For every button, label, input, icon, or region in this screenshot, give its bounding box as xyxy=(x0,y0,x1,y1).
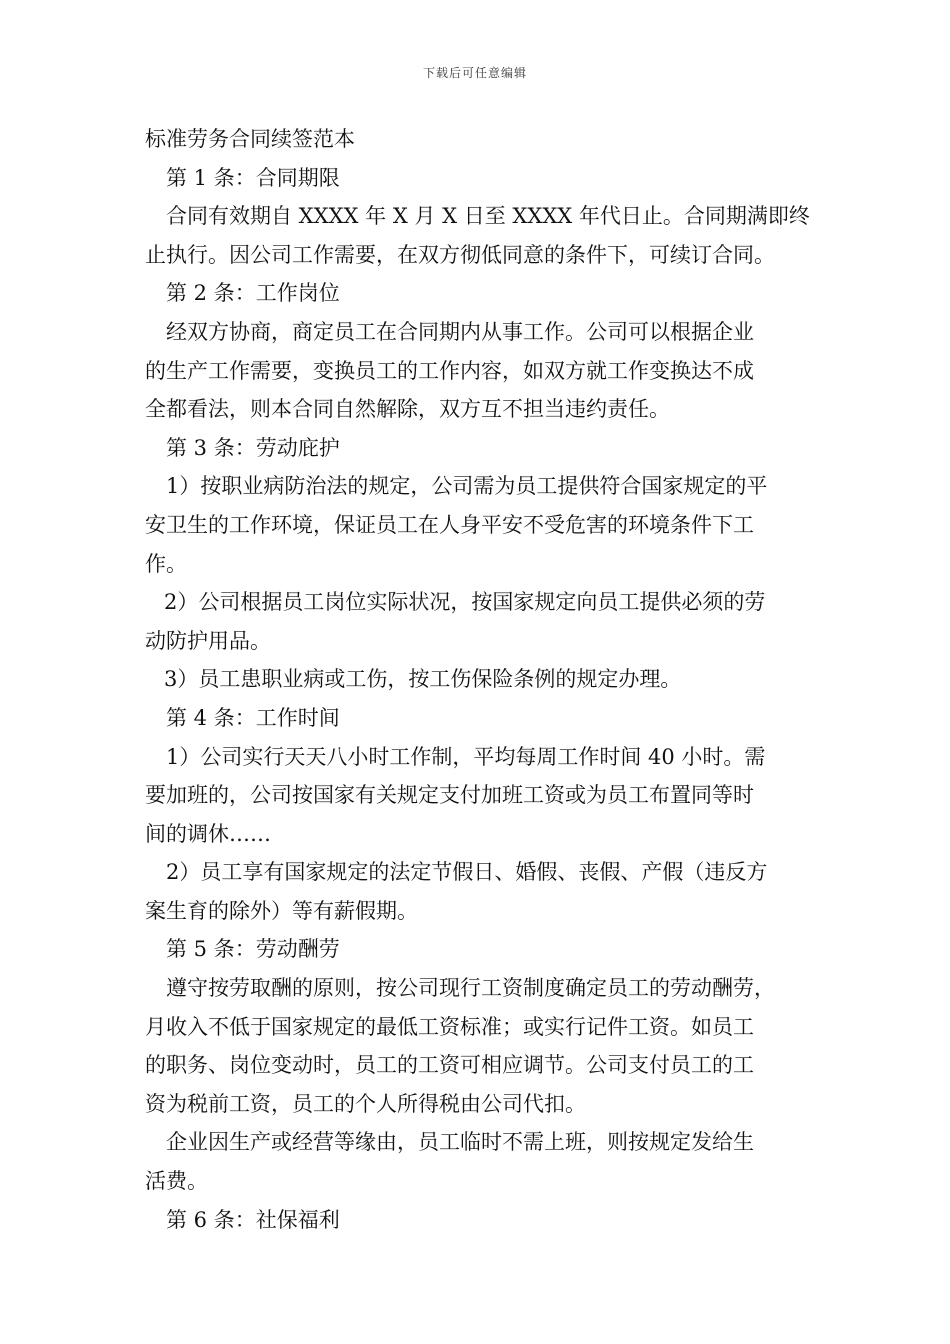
list-item-line: 2）公司根据员工岗位实际状况，按国家规定向员工提供必须的劳 xyxy=(164,590,766,615)
paragraph-line: 的职务、岗位变动时，员工的工资可相应调节。公司支付员工的工 xyxy=(145,1053,754,1078)
document-title: 标准劳务合同续签范本 xyxy=(145,127,355,151)
paragraph-line: 月收入不低于国家规定的最低工资标准；或实行记件工资。如员工 xyxy=(145,1014,754,1039)
paragraph-line: 案生育的除外）等有薪假期。 xyxy=(145,898,418,923)
paragraph-line: 合同有效期自 XXXX 年 X 月 X 日至 XXXX 年代日止。合同期满即终 xyxy=(166,204,810,229)
list-item-line: 1）按职业病防治法的规定，公司需为员工提供符合国家规定的平 xyxy=(166,474,768,499)
section-heading-3: 第 3 条：劳动庇护 xyxy=(166,435,340,460)
paragraph-line: 资为税前工资，员工的个人所得税由公司代扣。 xyxy=(145,1091,586,1116)
section-heading-2: 第 2 条：工作岗位 xyxy=(166,281,340,306)
page-header-note: 下载后可任意编辑 xyxy=(422,66,527,80)
document-body xyxy=(145,120,813,1239)
paragraph-line: 动防护用品。 xyxy=(145,628,271,653)
section-heading-6: 第 6 条：社保福利 xyxy=(166,1207,340,1232)
paragraph-line: 安卫生的工作环境，保证员工在人身平安不受危害的环境条件下工 xyxy=(145,512,754,537)
paragraph-line: 要加班的，公司按国家有关规定支付加班工资或为员工布置同等时 xyxy=(145,783,754,808)
paragraph-line: 全都看法，则本合同自然解除，双方互不担当违约责任。 xyxy=(145,397,670,422)
paragraph-line: 的生产工作需要，变换员工的工作内容，如双方就工作变换达不成 xyxy=(145,358,754,383)
list-item-line: 3）员工患职业病或工伤，按工伤保险条例的规定办理。 xyxy=(164,667,682,692)
section-heading-4: 第 4 条：工作时间 xyxy=(166,705,340,730)
paragraph-line: 活费。 xyxy=(145,1169,208,1194)
paragraph-line: 止执行。因公司工作需要，在双方彻低同意的条件下，可续订合同。 xyxy=(145,242,775,267)
section-heading-1: 第 1 条：合同期限 xyxy=(166,165,340,190)
paragraph-line: 企业因生产或经营等缘由，员工临时不需上班，则按规定发给生 xyxy=(166,1130,754,1155)
section-heading-5: 第 5 条：劳动酬劳 xyxy=(166,937,340,962)
list-item-line: 1）公司实行天天八小时工作制，平均每周工作时间 40 小时。需 xyxy=(166,744,766,769)
paragraph-line: 经双方协商，商定员工在合同期内从事工作。公司可以根据企业 xyxy=(166,319,754,344)
paragraph-line: 作。 xyxy=(145,551,187,576)
paragraph-line: 间的调休…… xyxy=(145,821,271,846)
list-item-line: 2）员工享有国家规定的法定节假日、婚假、丧假、产假（违反方 xyxy=(166,860,768,885)
paragraph-line: 遵守按劳取酬的原则，按公司现行工资制度确定员工的劳动酬劳， xyxy=(166,976,775,1001)
